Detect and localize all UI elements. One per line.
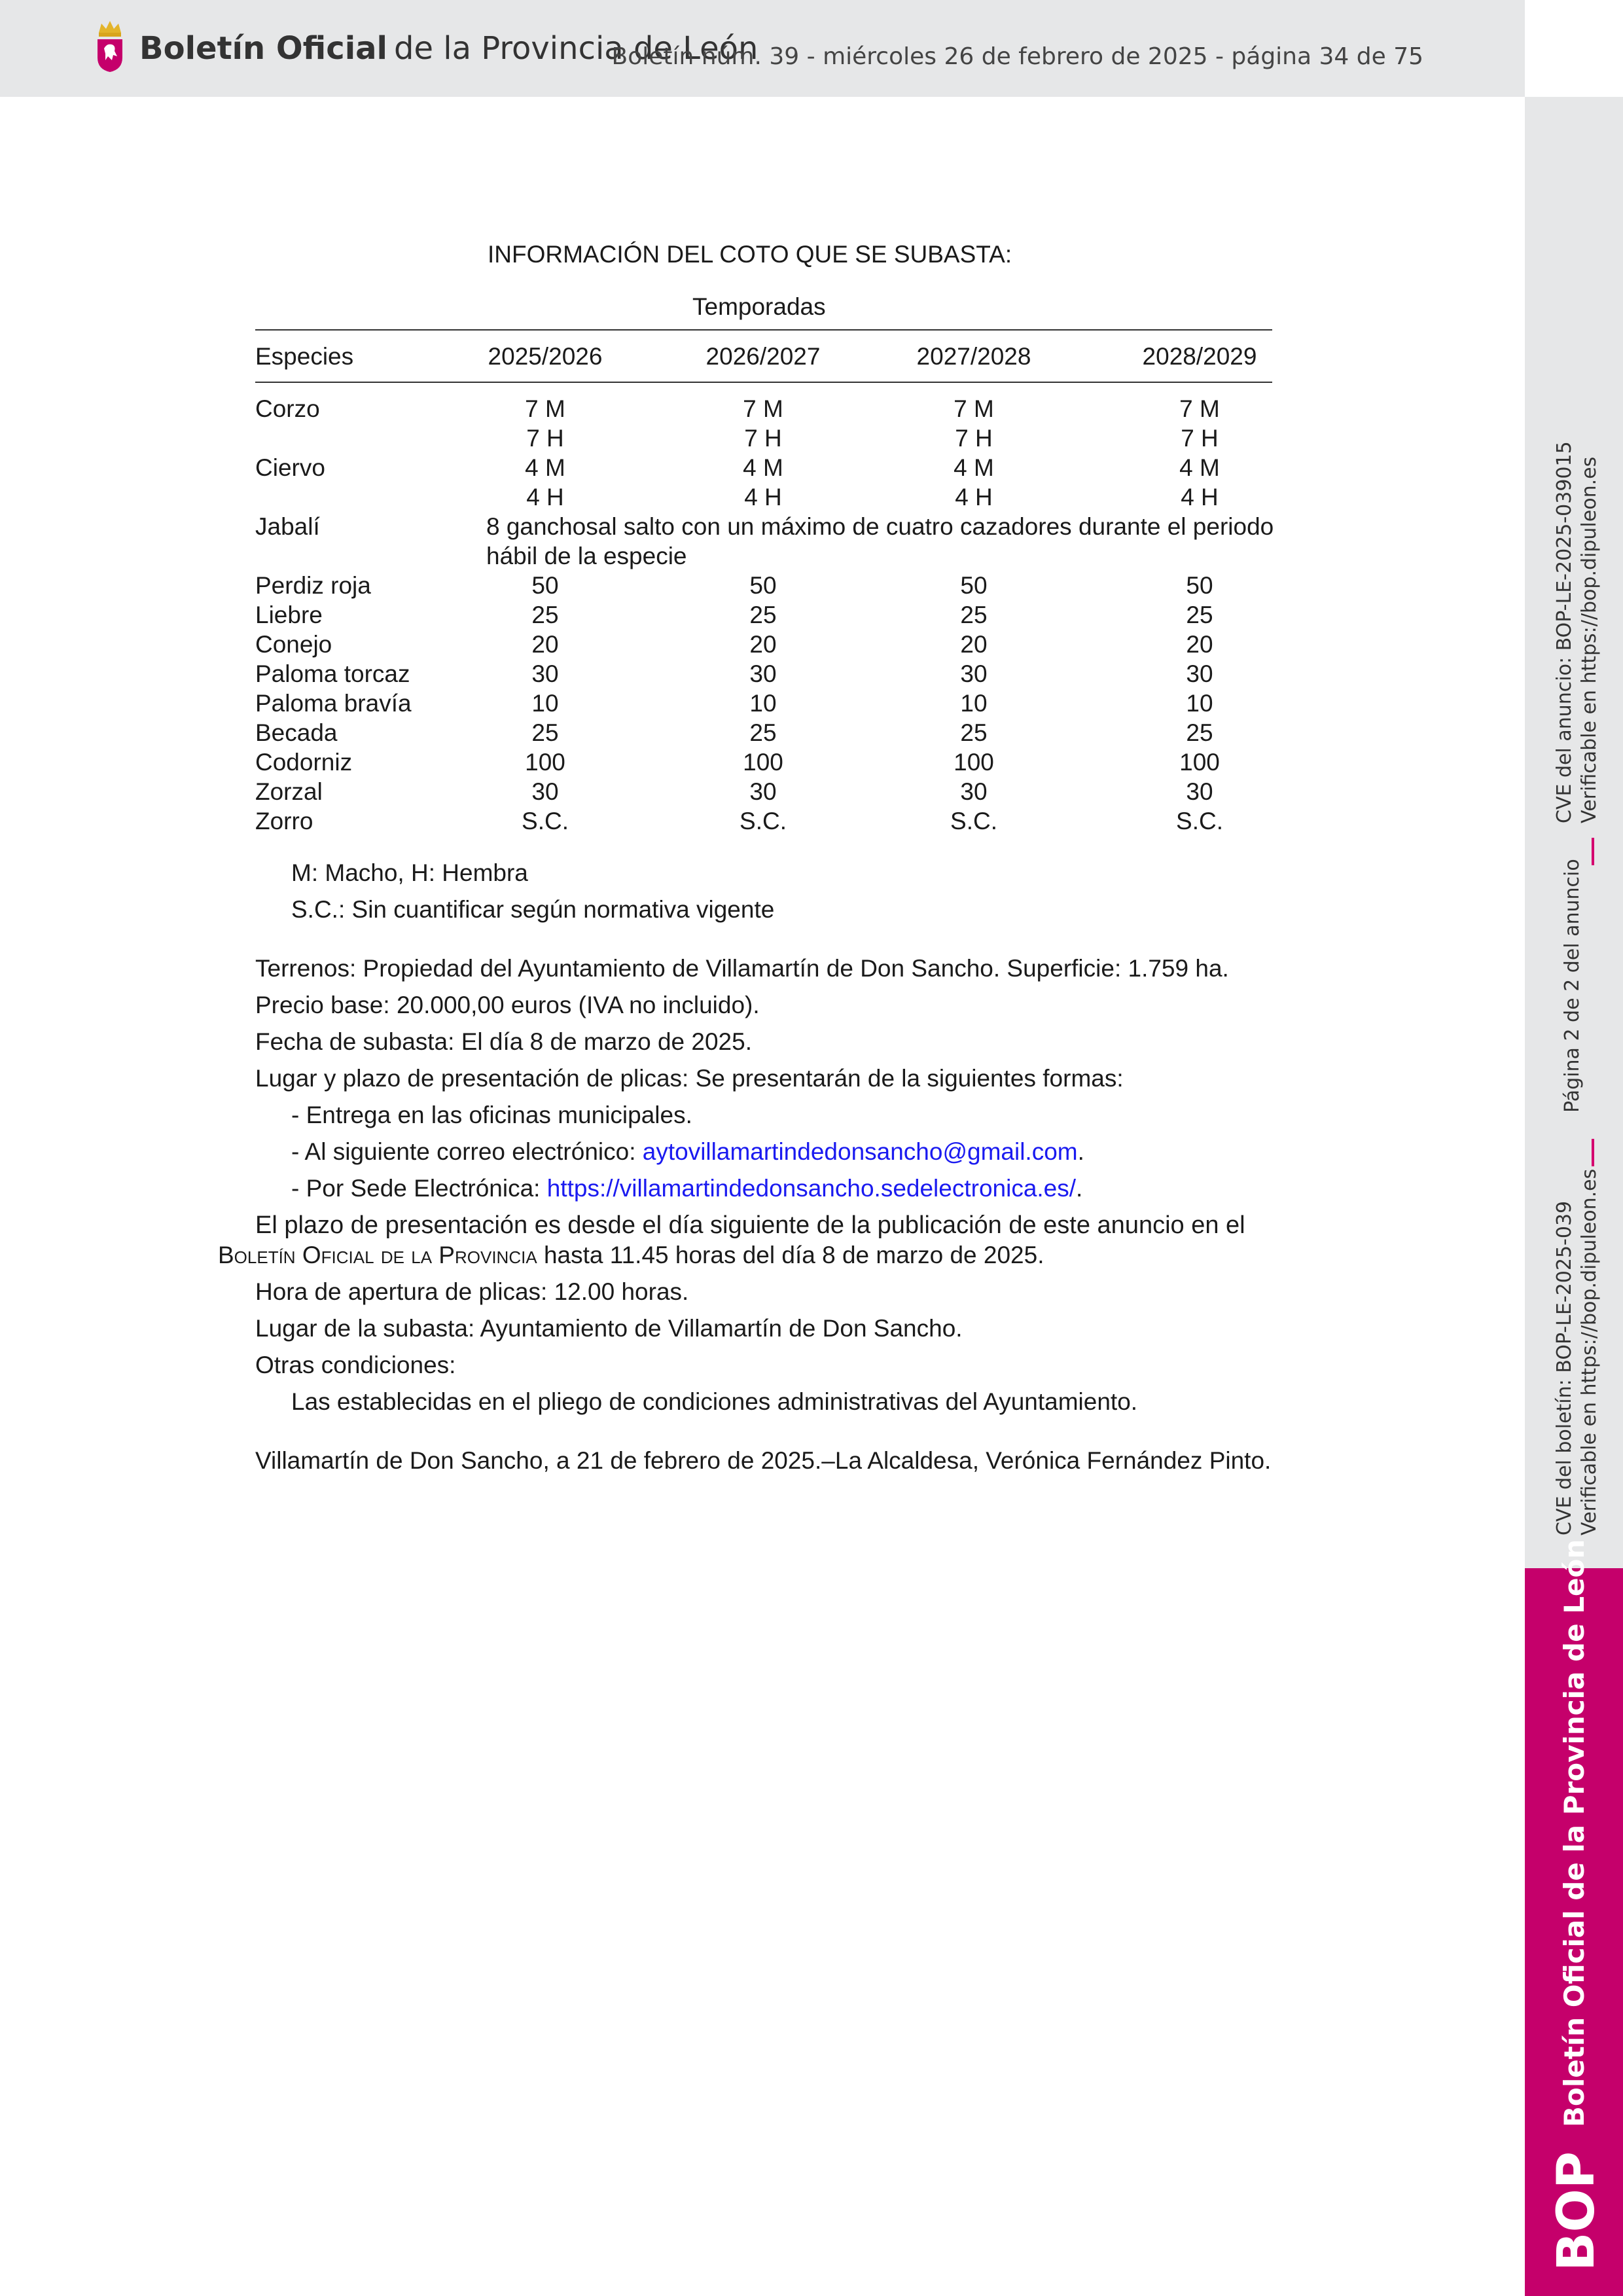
table-cell-value: 7 H bbox=[744, 425, 782, 452]
table-cell-value: 25 bbox=[531, 719, 559, 746]
table-rule-header bbox=[255, 382, 1272, 383]
table-cell-species: Zorzal bbox=[255, 778, 323, 805]
table-cell-value: 100 bbox=[525, 749, 565, 776]
table-cell-value: 10 bbox=[1186, 690, 1213, 717]
cve-anuncio: CVE del anuncio: BOP-LE-2025-039015 bbox=[1553, 441, 1576, 823]
sede-prefix: - Por Sede Electrónica: bbox=[291, 1175, 547, 1202]
establecidas-text: Las establecidas en el pliego de condiciones administrativas del Ayuntamiento. bbox=[291, 1388, 1138, 1415]
table-cell-value: 10 bbox=[749, 690, 777, 717]
jabali-note-line2: hábil de la especie bbox=[486, 543, 687, 569]
otras-condiciones: Otras condiciones: bbox=[255, 1352, 456, 1378]
hora-text: Hora de apertura de plicas: 12.00 horas. bbox=[255, 1278, 689, 1305]
table-cell-value: 7 H bbox=[1181, 425, 1219, 452]
table-cell-value: 4 H bbox=[955, 484, 993, 511]
brand-bold: Boletín Oficial bbox=[139, 30, 387, 67]
verificable-link-1: Verificable en https://bop.dipuleon.es bbox=[1578, 456, 1601, 823]
table-cell-value: 20 bbox=[749, 631, 777, 658]
table-cell-species: Corzo bbox=[255, 395, 320, 422]
crest-logo bbox=[95, 20, 125, 73]
table-cell-species: Paloma bravía bbox=[255, 690, 412, 717]
divider bbox=[1592, 838, 1594, 865]
table-cell-value: 7 M bbox=[743, 395, 783, 422]
table-cell-value: 10 bbox=[960, 690, 988, 717]
table-cell-value: 30 bbox=[960, 660, 988, 687]
table-cell-value: 100 bbox=[954, 749, 994, 776]
sede-item bbox=[291, 1175, 1082, 1202]
table-cell-value: 25 bbox=[531, 601, 559, 628]
table-cell-value: 20 bbox=[960, 631, 988, 658]
legend-macho-hembra: M: Macho, H: Hembra bbox=[291, 859, 528, 886]
cve-boletin: CVE del boletín: BOP-LE-2025-039 bbox=[1553, 1200, 1576, 1535]
table-cell-value: 25 bbox=[749, 719, 777, 746]
table-cell-value: 4 H bbox=[744, 484, 782, 511]
plazo-line1: El plazo de presentación es desde el día siguiente de la publicación de este anuncio en el bbox=[255, 1211, 1245, 1239]
brand-rest: de la Provincia de León bbox=[393, 30, 758, 67]
table-cell-value: 4 M bbox=[954, 454, 994, 481]
table-cell-species: Codorniz bbox=[255, 749, 353, 776]
table-cell-species: Becada bbox=[255, 719, 338, 746]
bulletin-meta: Boletín núm. 39 - miércoles 26 de febrero de 2025 - página 34 de 75 bbox=[611, 43, 1423, 70]
table-cell-value: 100 bbox=[1179, 749, 1220, 776]
sede-suffix: . bbox=[1076, 1175, 1083, 1202]
precio-text: Precio base: 20.000,00 euros (IVA no incluido). bbox=[255, 992, 760, 1018]
page-header bbox=[0, 0, 1525, 97]
table-cell-species: Perdiz roja bbox=[255, 572, 371, 599]
table-cell-value: 20 bbox=[531, 631, 559, 658]
table-cell-value: S.C. bbox=[740, 808, 787, 834]
table-cell-value: 25 bbox=[1186, 601, 1213, 628]
table-cell-value: 4 M bbox=[1179, 454, 1220, 481]
table-cell-value: 20 bbox=[1186, 631, 1213, 658]
table-cell-value: S.C. bbox=[522, 808, 569, 834]
entrega-item: - Entrega en las oficinas municipales. bbox=[291, 1102, 692, 1128]
table-cell-value: 30 bbox=[749, 660, 777, 687]
legend-sin-cuantificar: S.C.: Sin cuantificar según normativa vigente bbox=[291, 896, 775, 923]
table-cell-value: 7 H bbox=[526, 425, 564, 452]
table-cell-value: 7 M bbox=[954, 395, 994, 422]
plazo-line2-rest: hasta 11.45 horas del día 8 de marzo de 2025. bbox=[537, 1242, 1044, 1268]
table-cell-value: 50 bbox=[749, 572, 777, 599]
table-cell-species: Liebre bbox=[255, 601, 323, 628]
correo-item bbox=[291, 1138, 1084, 1166]
firma: Villamartín de Don Sancho, a 21 de febrero de 2025.–La Alcaldesa, Verónica Fernández Pinto. bbox=[255, 1447, 1272, 1474]
boletin-small-caps: Boletín Oficial de la Provincia bbox=[218, 1242, 537, 1268]
table-cell-value: 4 H bbox=[1181, 484, 1219, 511]
table-cell-value: 30 bbox=[531, 660, 559, 687]
table-cell-value: 30 bbox=[531, 778, 559, 805]
table-cell-species: Ciervo bbox=[255, 454, 325, 481]
correo-prefix: - Al siguiente correo electrónico: bbox=[291, 1138, 643, 1165]
table-cell-value: 100 bbox=[743, 749, 783, 776]
divider bbox=[1592, 1139, 1594, 1166]
table-cell-species: Jabalí bbox=[255, 513, 320, 540]
plazo-line2 bbox=[218, 1242, 1044, 1269]
table-header-2026: 2026/2027 bbox=[705, 343, 821, 370]
table-cell-value: 30 bbox=[1186, 660, 1213, 687]
table-cell-value: S.C. bbox=[1176, 808, 1223, 834]
lugar-plazo-text: Lugar y plazo de presentación de plicas: Se presentarán de la siguientes formas: bbox=[255, 1065, 1124, 1092]
cve-boletin-block bbox=[1552, 1169, 1602, 1535]
sidebar-brand-long: Boletín Oficial de la Provincia de León bbox=[1558, 1539, 1590, 2127]
table-cell-species: Zorro bbox=[255, 808, 313, 834]
table-cell-species: Paloma torcaz bbox=[255, 660, 410, 687]
table-rule-top bbox=[255, 329, 1272, 331]
table-cell-value: 4 M bbox=[743, 454, 783, 481]
table-cell-value: 50 bbox=[960, 572, 988, 599]
lugar-subasta-text: Lugar de la subasta: Ayuntamiento de Villamartín de Don Sancho. bbox=[255, 1315, 963, 1342]
table-cell-value: 7 M bbox=[525, 395, 565, 422]
sede-link[interactable]: https://villamartindedonsancho.sedelectronica.es/ bbox=[546, 1175, 1077, 1202]
table-cell-value: 25 bbox=[960, 601, 988, 628]
correo-suffix: . bbox=[1077, 1138, 1084, 1165]
table-cell-species: Conejo bbox=[255, 631, 332, 658]
table-header-2025: 2025/2026 bbox=[488, 343, 603, 370]
table-cell-value: 25 bbox=[1186, 719, 1213, 746]
table-cell-value: 25 bbox=[960, 719, 988, 746]
table-cell-value: 7 H bbox=[955, 425, 993, 452]
table-cell-value: 25 bbox=[749, 601, 777, 628]
terrenos-text: Terrenos: Propiedad del Ayuntamiento de Villamartín de Don Sancho. Superficie: 1.759 ha. bbox=[255, 955, 1229, 982]
cve-anuncio-block bbox=[1552, 441, 1602, 823]
table-cell-value: 30 bbox=[1186, 778, 1213, 805]
fecha-text: Fecha de subasta: El día 8 de marzo de 2025. bbox=[255, 1028, 752, 1055]
verificable-link-2: Verificable en https://bop.dipuleon.es bbox=[1578, 1168, 1601, 1535]
table-cell-value: 50 bbox=[1186, 572, 1213, 599]
table-cell-value: 4 M bbox=[525, 454, 565, 481]
table-cell-value: 50 bbox=[531, 572, 559, 599]
table-cell-value: 30 bbox=[749, 778, 777, 805]
table-cell-value: 10 bbox=[531, 690, 559, 717]
table-header-especies: Especies bbox=[255, 343, 354, 370]
table-title: INFORMACIÓN DEL COTO QUE SE SUBASTA: bbox=[488, 241, 1012, 268]
table-cell-value: S.C. bbox=[950, 808, 997, 834]
jabali-note-line1: 8 ganchosal salto con un máximo de cuatro cazadores durante el periodo bbox=[486, 513, 1274, 540]
email-link[interactable]: aytovillamartindedonsancho@gmail.com bbox=[642, 1138, 1078, 1165]
pagina-anuncio: Página 2 de 2 del anuncio bbox=[1561, 859, 1584, 1113]
sidebar-brand-short: BOP bbox=[1547, 2151, 1606, 2271]
table-cell-value: 30 bbox=[960, 778, 988, 805]
table-cell-value: 7 M bbox=[1179, 395, 1220, 422]
table-cell-value: 4 H bbox=[526, 484, 564, 511]
table-header-2027: 2027/2028 bbox=[916, 343, 1031, 370]
table-group-header: Temporadas bbox=[692, 293, 826, 320]
table-header-2028: 2028/2029 bbox=[1142, 343, 1257, 370]
